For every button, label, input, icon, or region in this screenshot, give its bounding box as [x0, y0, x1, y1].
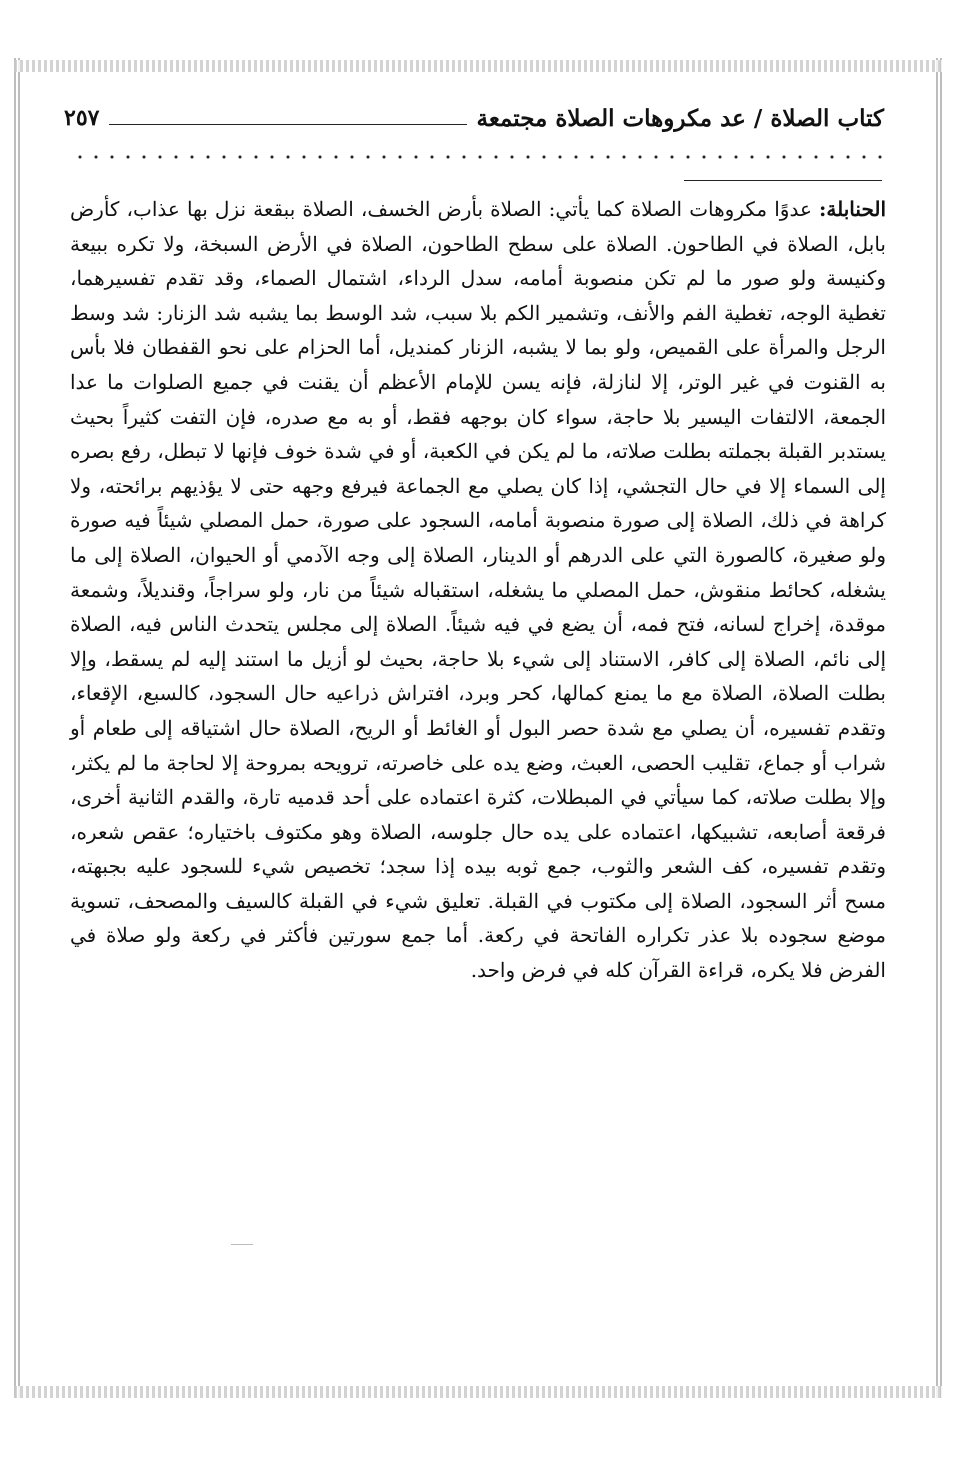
page-number: ٢٥٧ — [64, 105, 100, 131]
margin-mark — [231, 1244, 253, 1245]
dotted-separator — [72, 150, 882, 164]
lead-word: الحنابلة: — [819, 197, 886, 221]
footnote-paragraph — [70, 192, 886, 988]
running-header — [64, 100, 884, 136]
paragraph-text: عدوًا مكروهات الصلاة كما يأتي: الصلاة بأرض الخسف، الصلاة ببقعة نزل بها عذاب، كأرض بابل، الصلاة في الطاحون. الصلاة على سطح الطاحون، الصلاة في الأرض السبخة، ولا تكره ببيعة وكنيسة ولو صور ما لم تكن منصوبة أمامه، سدل الرداء، اشتمال الصماء، وقد تقدم تفسيرهما، تغطية الوجه، تغطية الفم والأنف، وتشمير الكم بلا سبب، شد الوسط بما يشبه شد الزنار: شد وسط الرجل والمرأة على القميص، ولو بما لا يشبه، الزنار كمنديل، أما الحزام على نحو القفطان فلا بأس به القنوت في غير الوتر، إلا لنازلة، فإنه يسن للإمام الأعظم أن يقنت في جميع الصلوات ما عدا الجمعة، الالتفات اليسير بلا حاجة، سواء كان بوجهه فقط، أو به مع صدره، فإن التفت كثيراً بحيث يستدبر القبلة بجملته بطلت صلاته، ما لم يكن في الكعبة، أو في شدة خوف فإنها لا تبطل، رفع بصره إلى السماء إلا في حال التجشي، إذا كان يصلي مع الجماعة فيرفع وجهه حتى لا يؤذيهم برائحته، ولا كراهة في ذلك، الصلاة إلى صورة منصوبة أمامه، السجود على صورة، حمل المصلي شيئاً فيه صورة ولو صغيرة، كالصورة التي على الدرهم أو الدينار، الصلاة إلى وجه الآدمي أو الحيوان، الصلاة إلى ما يشغله، كحائط منقوش، حمل المصلي ما يشغله، استقباله شيئاً من نار، ولو سراجاً، وقنديلاً، وشمعة موقدة، إخراج لسانه، فتح فمه، أن يضع في فيه شيئاً. الصلاة إلى مجلس يتحدث الناس فيه، الصلاة إلى نائم، الصلاة إلى كافر، الاستناد إلى شيء بلا حاجة، بحيث لو أزيل ما استند إليه لم يسقط، وإلا بطلت الصلاة، الصلاة مع ما يمنع كمالها، كحر وبرد، افتراش ذراعيه حال السجود، كالسبع، الإقعاء، وتقدم تفسيره، أن يصلي مع شدة حصر البول أو الغائط أو الريح، الصلاة حال اشتياقه إلى طعام أو شراب أو جماع، تقليب الحصى، العبث، وضع يده على خاصرته، ترويحه بمروحة إلا لحاجة ما لم يكثر، وإلا بطلت صلاته، كما سيأتي في المبطلات، كثرة اعتماده على أحد قدميه تارة، والقدم الثانية أخرى، فرقعة أصابعه، تشبيكها، اعتماده على يده حال جلوسه، الصلاة وهو مكتوف باختياره؛ عقص شعره، وتقدم تفسيره، كف الشعر والثوب، جمع ثوبه بيده إذا سجد؛ تخصيص شيء للسجود عليه بجبهته، مسح أثر السجود، الصلاة إلى مكتوب في القبلة. تعليق شيء في القبلة كالسيف والمصحف، تسوية موضع سجوده بلا عذر تكراره الفاتحة في ركعة. أما جمع سورتين فأكثر في ركعة ولو صلاة في الفرض فلا يكره، قراءة القرآن كله في فرض واحد. — [70, 197, 887, 983]
footnote-rule — [684, 180, 882, 181]
header-rule — [109, 124, 466, 125]
ornamental-border-bottom — [14, 1386, 942, 1398]
header-title: كتاب الصلاة / عد مكروهات الصلاة مجتمعة — [476, 104, 884, 132]
ornamental-border-top — [14, 60, 942, 72]
